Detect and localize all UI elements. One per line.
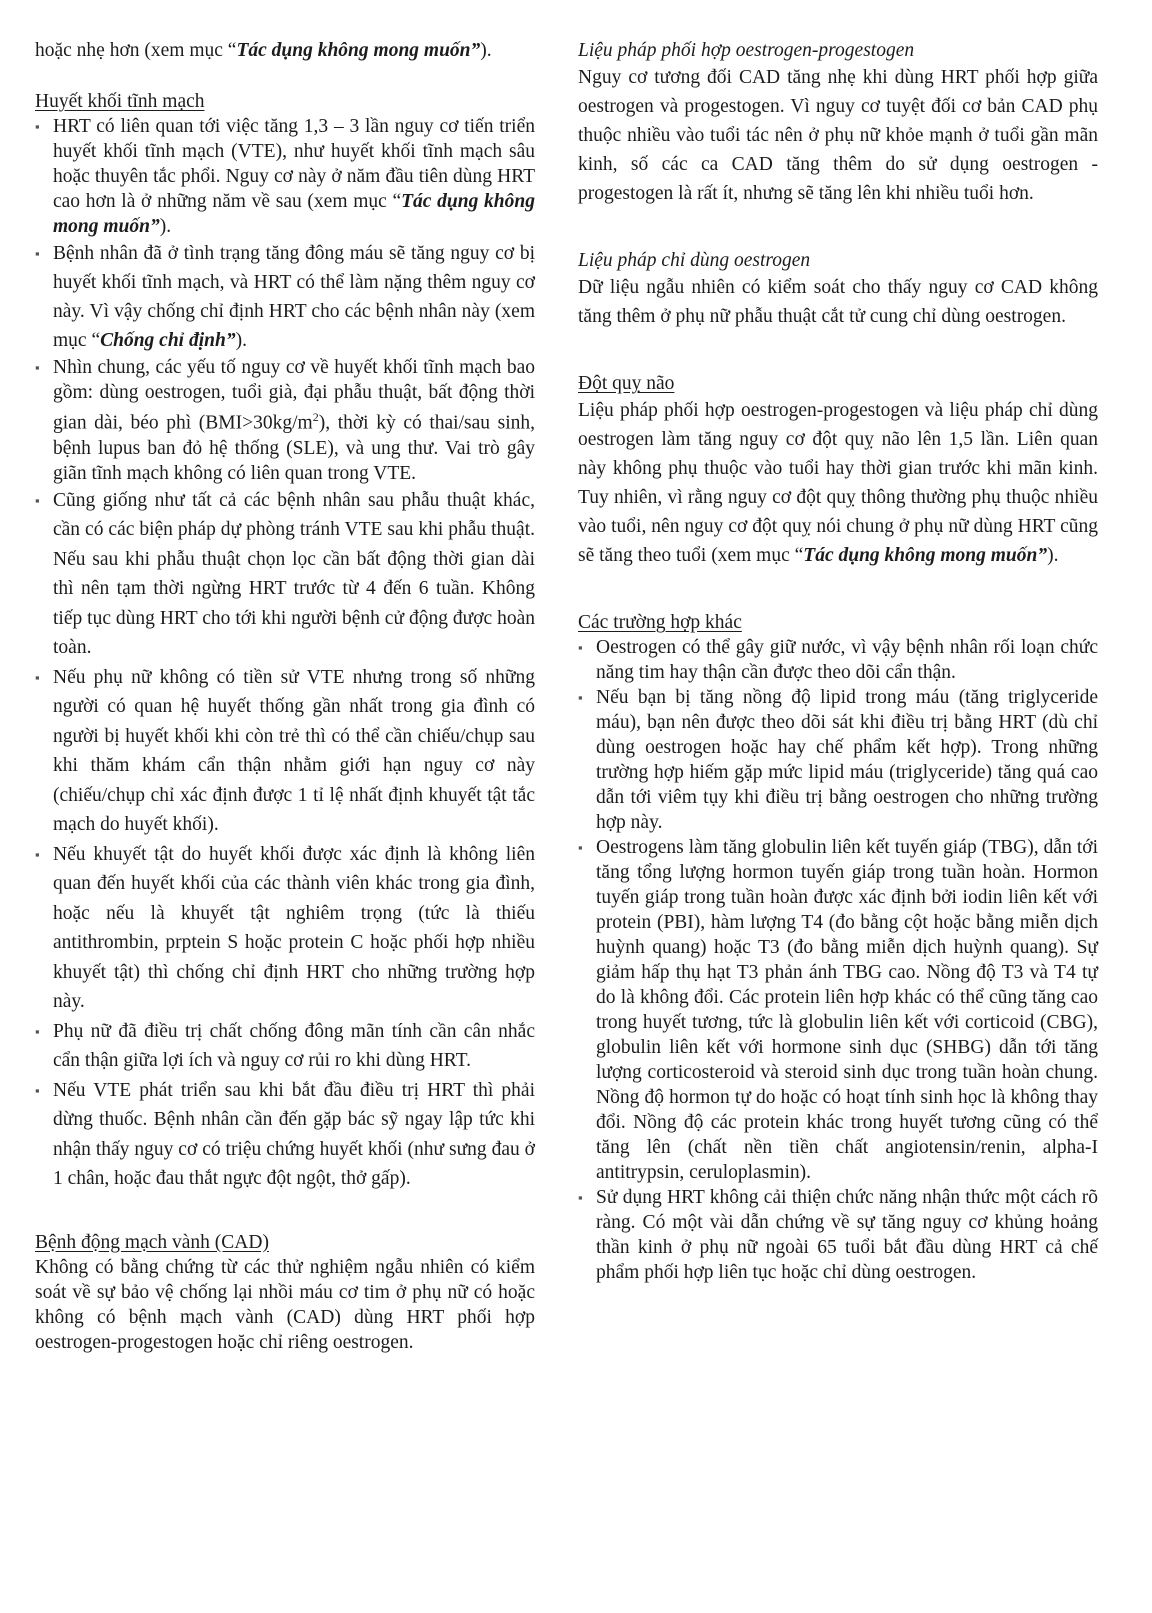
vte-bullet-1-tail: ). xyxy=(159,216,172,237)
vte-bullet-2-reference: Chống chỉ định” xyxy=(100,330,236,351)
vte-bullet-1-text: HRT có liên quan tới việc tăng 1,3 – 3 lần nguy cơ tiến triển huyết khối tĩnh mạch (VTE), như huyết khối tĩnh mạch sâu hoặc thuyên tắc phổi. Nguy cơ này ở năm đầu tiên dùng HRT cao hơn là ở những năm về sau (xem mục “ xyxy=(53,116,535,212)
other-bullet-4: ▪ Sử dụng HRT không cải thiện chức năng nhận thức một cách rõ ràng. Có một vài dẫn chứng về sự tăng nguy cơ khủng hoảng thần kinh ở phụ nữ ngoài 65 tuổi bắt đầu dùng HRT cả chế phẩm phối hợp liên tục hoặc chỉ dùng oestrogen. xyxy=(578,1185,1098,1285)
combo-therapy-heading: Liệu pháp phối hợp oestrogen-progestogen xyxy=(578,40,915,61)
vte-bullet-6: ▪ Nếu khuyết tật do huyết khối được xác định là không liên quan đến huyết khối của các thành viên khác trong gia đình, hoặc nếu là khuyết tật nghiêm trọng (tức là thiếu antithrombin, prptein S hoặc protein C hoặc phối hợp nhiều khuyết tật) thì chống chỉ định HRT cho những trường hợp này. xyxy=(35,840,535,1017)
left-column xyxy=(35,38,535,1355)
stroke-paragraph xyxy=(578,396,1098,570)
vte-bullet-3-tail: ), thời kỳ có thai/sau sinh, bệnh lupus ban đỏ hệ thống (SLE), và ung thư. Vai trò gây giãn tĩnh mạch không có liên quan trong VTE. xyxy=(53,412,535,484)
combo-therapy-paragraph: Nguy cơ tương đối CAD tăng nhẹ khi dùng HRT phối hợp giữa oestrogen và progestogen. Vì nguy cơ tuyệt đối cơ bản CAD phụ thuộc nhiều vào tuổi tác nên ở phụ nữ khỏe mạnh ở tuổi gần mãn kinh, số các ca CAD tăng thêm do sử dụng oestrogen - progestogen là rất ít, nhưng sẽ tăng lên khi nhiều tuổi hơn. xyxy=(578,67,1098,204)
estrogen-only-paragraph: Dữ liệu ngẫu nhiên có kiểm soát cho thấy nguy cơ CAD không tăng thêm ở phụ nữ phẫu thuật cắt tử cung chỉ dùng oestrogen. xyxy=(578,277,1098,327)
stroke-text: Liệu pháp phối hợp oestrogen-progestogen và liệu pháp chỉ dùng oestrogen làm tăng nguy cơ đột quỵ não lên 1,5 lần. Liên quan này không phụ thuộc vào tuổi hay thời gian trước khi mãn kinh. Tuy nhiên, vì rằng nguy cơ đột quỵ thông thường phụ thuộc nhiều vào tuổi, nên nguy cơ đột quỵ nói chung ở phụ nữ dùng HRT cũng sẽ tăng theo tuổi (xem mục “ xyxy=(578,400,1098,566)
other-cases-list xyxy=(578,635,1098,1285)
intro-paragraph xyxy=(35,38,535,63)
cad-paragraph: Không có bằng chứng từ các thử nghiệm ngẫu nhiên có kiểm soát về sự bảo vệ chống lại nhồi máu cơ tim ở phụ nữ có hoặc không có bệnh mạch vành (CAD) dùng HRT phối hợp oestrogen-progestogen hoặc chỉ riêng oestrogen. xyxy=(35,1256,535,1353)
other-bullet-1: ▪ Oestrogen có thể gây giữ nước, vì vậy bệnh nhân rối loạn chức năng tim hay thận cần được theo dõi cẩn thận. xyxy=(578,635,1098,685)
estrogen-only-heading: Liệu pháp chỉ dùng oestrogen xyxy=(578,250,811,271)
vte-bullet-7: ▪ Phụ nữ đã điều trị chất chống đông mãn tính cần cân nhắc cẩn thận giữa lợi ích và nguy cơ rủi ro khi dùng HRT. xyxy=(35,1017,535,1076)
vte-bullet-1-reference: Tác dụng không mong muốn” xyxy=(53,191,535,237)
vte-list xyxy=(35,114,535,1194)
vte-bullet-4: ▪ Cũng giống như tất cả các bệnh nhân sau phẫu thuật khác, cần có các biện pháp dự phòng tránh VTE sau khi phẫu thuật. Nếu sau khi phẫu thuật chọn lọc cần bất động thời gian dài thì nên tạm thời ngừng HRT trước từ 4 đến 6 tuần. Không tiếp tục dùng HRT cho tới khi người bệnh cử động được hoàn toàn. xyxy=(35,486,535,663)
intro-text: hoặc nhẹ hơn (xem mục “ xyxy=(35,40,237,61)
intro-reference: Tác dụng không mong muốn” xyxy=(236,40,481,61)
vte-bullet-5: ▪ Nếu phụ nữ không có tiền sử VTE nhưng trong số những người có quan hệ huyết thống gần nhất trong gia đình có người bị huyết khối khi còn trẻ thì có thể cần chiếu/chụp sau khi thăm khám cẩn thận nhằm giới hạn nguy cơ này (chiếu/chụp chỉ xác định được 1 tỉ lệ nhất định khuyết tật tắc mạch do huyết khối). xyxy=(35,663,535,840)
stroke-reference: Tác dụng không mong muốn” xyxy=(803,545,1048,566)
intro-tail: ). xyxy=(480,40,492,61)
vte-bullet-3-text: Nhìn chung, các yếu tố nguy cơ về huyết khối tĩnh mạch bao gồm: dùng oestrogen, tuổi già, đại phẫu thuật, bất động thời gian dài, béo phì (BMI>30kg/m xyxy=(53,357,535,434)
other-cases-heading: Các trường hợp khác xyxy=(578,612,742,633)
vte-bullet-2-tail: ). xyxy=(235,330,247,351)
other-bullet-2: ▪ Nếu bạn bị tăng nồng độ lipid trong máu (tăng triglyceride máu), bạn nên được theo dõi sát khi điều trị bằng HRT (dù chỉ dùng oestrogen hoặc hay chế phẩm kết hợp). Trong những trường hợp hiếm gặp mức lipid máu (triglyceride) tăng quá cao dẫn tới viêm tụy khi điều trị bằng oestrogen cho những trường hợp này. xyxy=(578,685,1098,835)
stroke-tail: ). xyxy=(1047,545,1059,566)
vte-bullet-2-text: Bệnh nhân đã ở tình trạng tăng đông máu sẽ tăng nguy cơ bị huyết khối tĩnh mạch, và HRT có thể làm nặng thêm nguy cơ này. Vì vậy chống chỉ định HRT cho các bệnh nhân này (xem mục “ xyxy=(53,243,535,351)
superscript: 2 xyxy=(312,410,319,424)
vte-bullet-2 xyxy=(35,239,535,355)
vte-bullet-8: ▪ Nếu VTE phát triển sau khi bắt đầu điều trị HRT thì phải dừng thuốc. Bệnh nhân cần đến gặp bác sỹ ngay lập tức khi nhận thấy nguy cơ có triệu chứng huyết khối (như sưng đau ở 1 chân, hoặc đau thắt ngực đột ngột, thở gấp). xyxy=(35,1076,535,1194)
stroke-heading: Đột quỵ não xyxy=(578,373,675,394)
other-bullet-3: ▪ Oestrogens làm tăng globulin liên kết tuyến giáp (TBG), dẫn tới tăng tổng lượng hormon tuyến giáp trong tuần hoàn. Hormon tuyến giáp trong tuần hoàn được xác định bởi iodin liên kết với protein (PBI), hàm lượng T4 (đo bằng cột hoặc bằng miễn dịch huỳnh quang) hoặc T3 (đo bằng miễn dịch huỳnh quang). Sự giảm hấp thụ hạt T3 phản ánh TBG cao. Nồng độ T3 và T4 tự do là không đổi. Các protein liên hợp khác có thể cũng tăng cao trong huyết tương, tức là globulin liên kết với corticoid (CBG), globulin liên kết với hormone sinh dục (SHBG) dẫn tới tăng lượng corticosteroid và steroid sinh dục trong tuần hoàn chung. Nồng độ hormon tự do hoặc có hoạt tính sinh học là không thay đổi. Nồng độ các protein khác trong huyết tương cũng có thể tăng lên (chất nền tiền chất angiotensin/renin, alpha-I antitrypsin, ceruloplasmin). xyxy=(578,835,1098,1185)
cad-heading: Bệnh động mạch vành (CAD) xyxy=(35,1231,269,1253)
vte-bullet-3 xyxy=(35,355,535,486)
right-column xyxy=(578,38,1098,1285)
vte-bullet-1 xyxy=(35,114,535,239)
vte-heading: Huyết khối tĩnh mạch xyxy=(35,91,205,112)
